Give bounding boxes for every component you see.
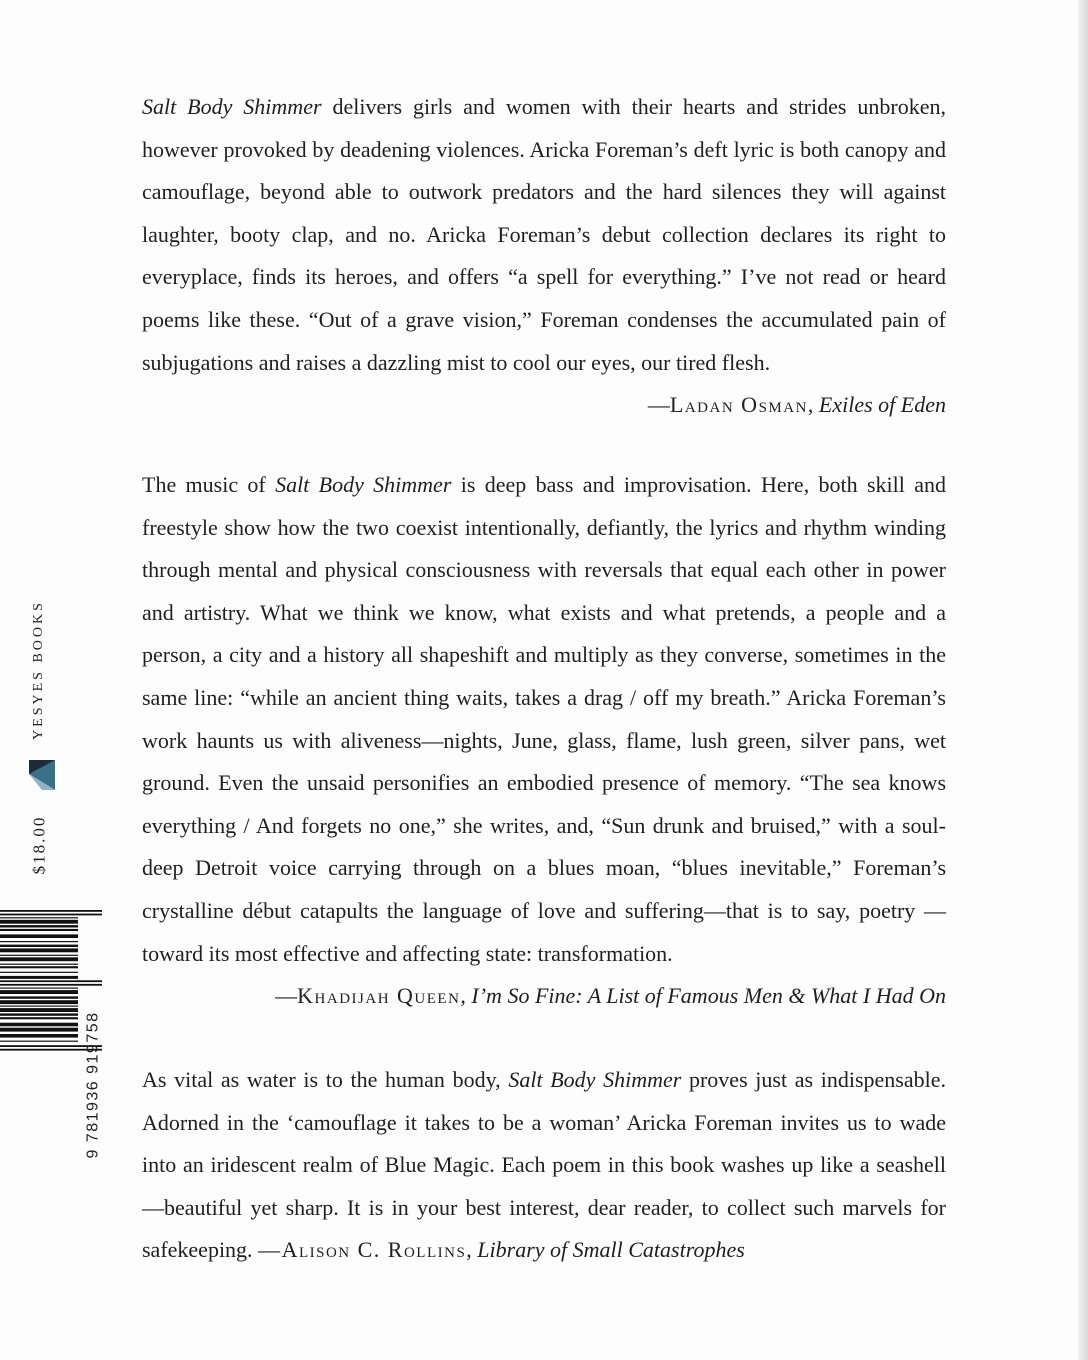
- text-run: heard poems like these. “Out of a grave vision,” Foreman condenses the accumulated: [142, 264, 947, 332]
- blurb-text: [142, 86, 946, 384]
- publisher-logo-icon: [29, 760, 55, 790]
- text-run: ,: [466, 1237, 478, 1263]
- blurb-osman: [142, 86, 946, 427]
- publisher-name: [28, 590, 50, 750]
- text-run: Foreman’s crystalline début catapults the language of love and suffering—that is to say,: [142, 855, 947, 923]
- attribution: [142, 384, 946, 427]
- text-run: sea knows everything / And forgets no one,” she writes, and, “Sun drunk and bruised,”: [142, 770, 947, 838]
- italic-title: Salt Body Shimmer: [275, 472, 452, 497]
- barcode-bar: [0, 1008, 78, 1012]
- attribution: [142, 975, 946, 1018]
- text-run: a seashell—beautiful yet sharp. It is in your best interest, dear reader, to collect such: [142, 1152, 947, 1220]
- barcode-bar: [0, 955, 78, 956]
- italic-title: Salt Body Shimmer: [508, 1067, 682, 1092]
- barcode-bar: [0, 917, 78, 918]
- attribution-dash: —: [647, 392, 670, 418]
- text-run: in power and artistry. What we think we know, what exists and what pretends, a people: [142, 557, 947, 625]
- text-run: right to everyplace, finds its heroes, and offers “a spell for everything.” I’ve not read or: [142, 221, 947, 290]
- barcode-bar: [0, 920, 78, 924]
- text-run: Adorned in the ‘camouflage it takes to be a woman’ Aricka Foreman invites us to: [142, 1109, 892, 1135]
- barcode-bar: [0, 996, 78, 998]
- barcode-bar: [0, 1041, 78, 1042]
- text-run: proves just as indispensable.: [681, 1067, 946, 1092]
- barcode-bar: [0, 957, 78, 961]
- barcode-bar: [0, 948, 78, 952]
- attribution-separator: ,: [460, 983, 472, 1009]
- text-run: As vital as water is to the human body,: [142, 1067, 509, 1092]
- barcode-bar: [0, 988, 78, 989]
- barcode-digits: [82, 995, 106, 1175]
- barcode-bar: [0, 914, 102, 916]
- attribution-name: —Alison C. Rollins: [258, 1237, 467, 1263]
- text-run: The music of: [142, 472, 276, 497]
- text-run: wade into an iridescent realm of Blue Magic. Each poem in this book washes up like: [142, 1109, 946, 1178]
- publisher-label: YESYES BOOKS: [31, 600, 47, 740]
- attribution-name: Khadijah Queen: [297, 983, 461, 1009]
- barcode-bar: [0, 1017, 78, 1019]
- barcode-bar: [0, 1006, 78, 1007]
- text-run: against laughter, booty clap, and no. Aricka Foreman’s debut collection declares its: [142, 179, 946, 247]
- text-run: winding through mental and physical consciousness with reversals that equal each other: [142, 514, 946, 583]
- attribution-name: Ladan Osman: [669, 392, 808, 418]
- italic-title: Salt Body Shimmer: [142, 94, 322, 119]
- text-run: pans, wet ground. Even the unsaid personifies an embodied presence of memory. “The: [142, 727, 947, 796]
- attribution-work: Exiles of Eden: [818, 392, 946, 418]
- barcode-bar: [0, 1023, 78, 1027]
- barcode-bar: [0, 966, 78, 968]
- blurb-queen: [142, 464, 946, 1018]
- barcode-bar: [0, 972, 78, 973]
- barcode-bar: [0, 1028, 78, 1032]
- text-run: however provoked by deadening violences. Aricka Foreman’s deft lyric is both canopy: [142, 136, 909, 162]
- text-run: and freestyle show how the two coexist intentionally, defiantly, the lyrics and rhythm: [142, 472, 946, 540]
- text-run: with a soul-deep Detroit voice carrying through on a blues moan, “blues inevitable,”: [142, 812, 946, 881]
- text-run: is deep bass and improvisation. Here, both skill: [451, 472, 905, 497]
- barcode-bar: [0, 945, 78, 947]
- barcode-bar: [0, 980, 102, 982]
- barcode-bar: [0, 964, 78, 965]
- barcode-bar: [0, 929, 78, 931]
- barcode-bar: [0, 1034, 78, 1038]
- barcode-bar: [0, 990, 78, 994]
- attribution-separator: ,: [807, 392, 819, 418]
- text-run: pain of subjugations and raises a dazzling mist to cool our eyes, our tired flesh.: [142, 306, 946, 375]
- text-run: poetry — toward its most effective and affecting state: transformation.: [142, 897, 947, 966]
- barcode-bar: [0, 1000, 78, 1004]
- italic-title: Library of Small Catastrophes: [477, 1237, 745, 1263]
- text-run: and a person, a city and a history all shapeshift and multiply as they converse, sometimes: [142, 599, 947, 668]
- text-run: marvels for safekeeping.: [142, 1194, 946, 1263]
- barcode-bar: [0, 984, 102, 986]
- barcode-bar: [0, 976, 78, 979]
- blurb-text: [142, 1059, 946, 1272]
- price: [28, 805, 50, 885]
- text-run: delivers girls and women with their hearts and strides unbroken,: [321, 94, 946, 119]
- text-run: Foreman’s work haunts us with aliveness—nights, June, glass, flame, lush green, silver: [142, 684, 946, 753]
- attribution-dash: —: [275, 983, 298, 1009]
- attribution-work: I’m So Fine: A List of Famous Men & What I Had On: [471, 983, 946, 1009]
- barcode-bar: [0, 1013, 78, 1015]
- text-run: in the same line: “while an ancient thing waits, takes a drag / off my breath.” Aricka: [142, 642, 947, 710]
- barcode-bar: [0, 934, 78, 938]
- blurb-text: [142, 464, 946, 975]
- text-run: and camouflage, beyond able to outwork predators and the hard silences they will: [142, 136, 946, 205]
- blurb-rollins: [142, 1059, 946, 1272]
- barcode-number: 9 781936 919758: [85, 1011, 103, 1159]
- barcode-bar: [0, 941, 78, 942]
- price-label: $18.00: [29, 815, 48, 875]
- barcode-bar: [0, 910, 102, 912]
- page-edge-shadow: [1078, 0, 1088, 1360]
- barcode-bar: [0, 925, 78, 927]
